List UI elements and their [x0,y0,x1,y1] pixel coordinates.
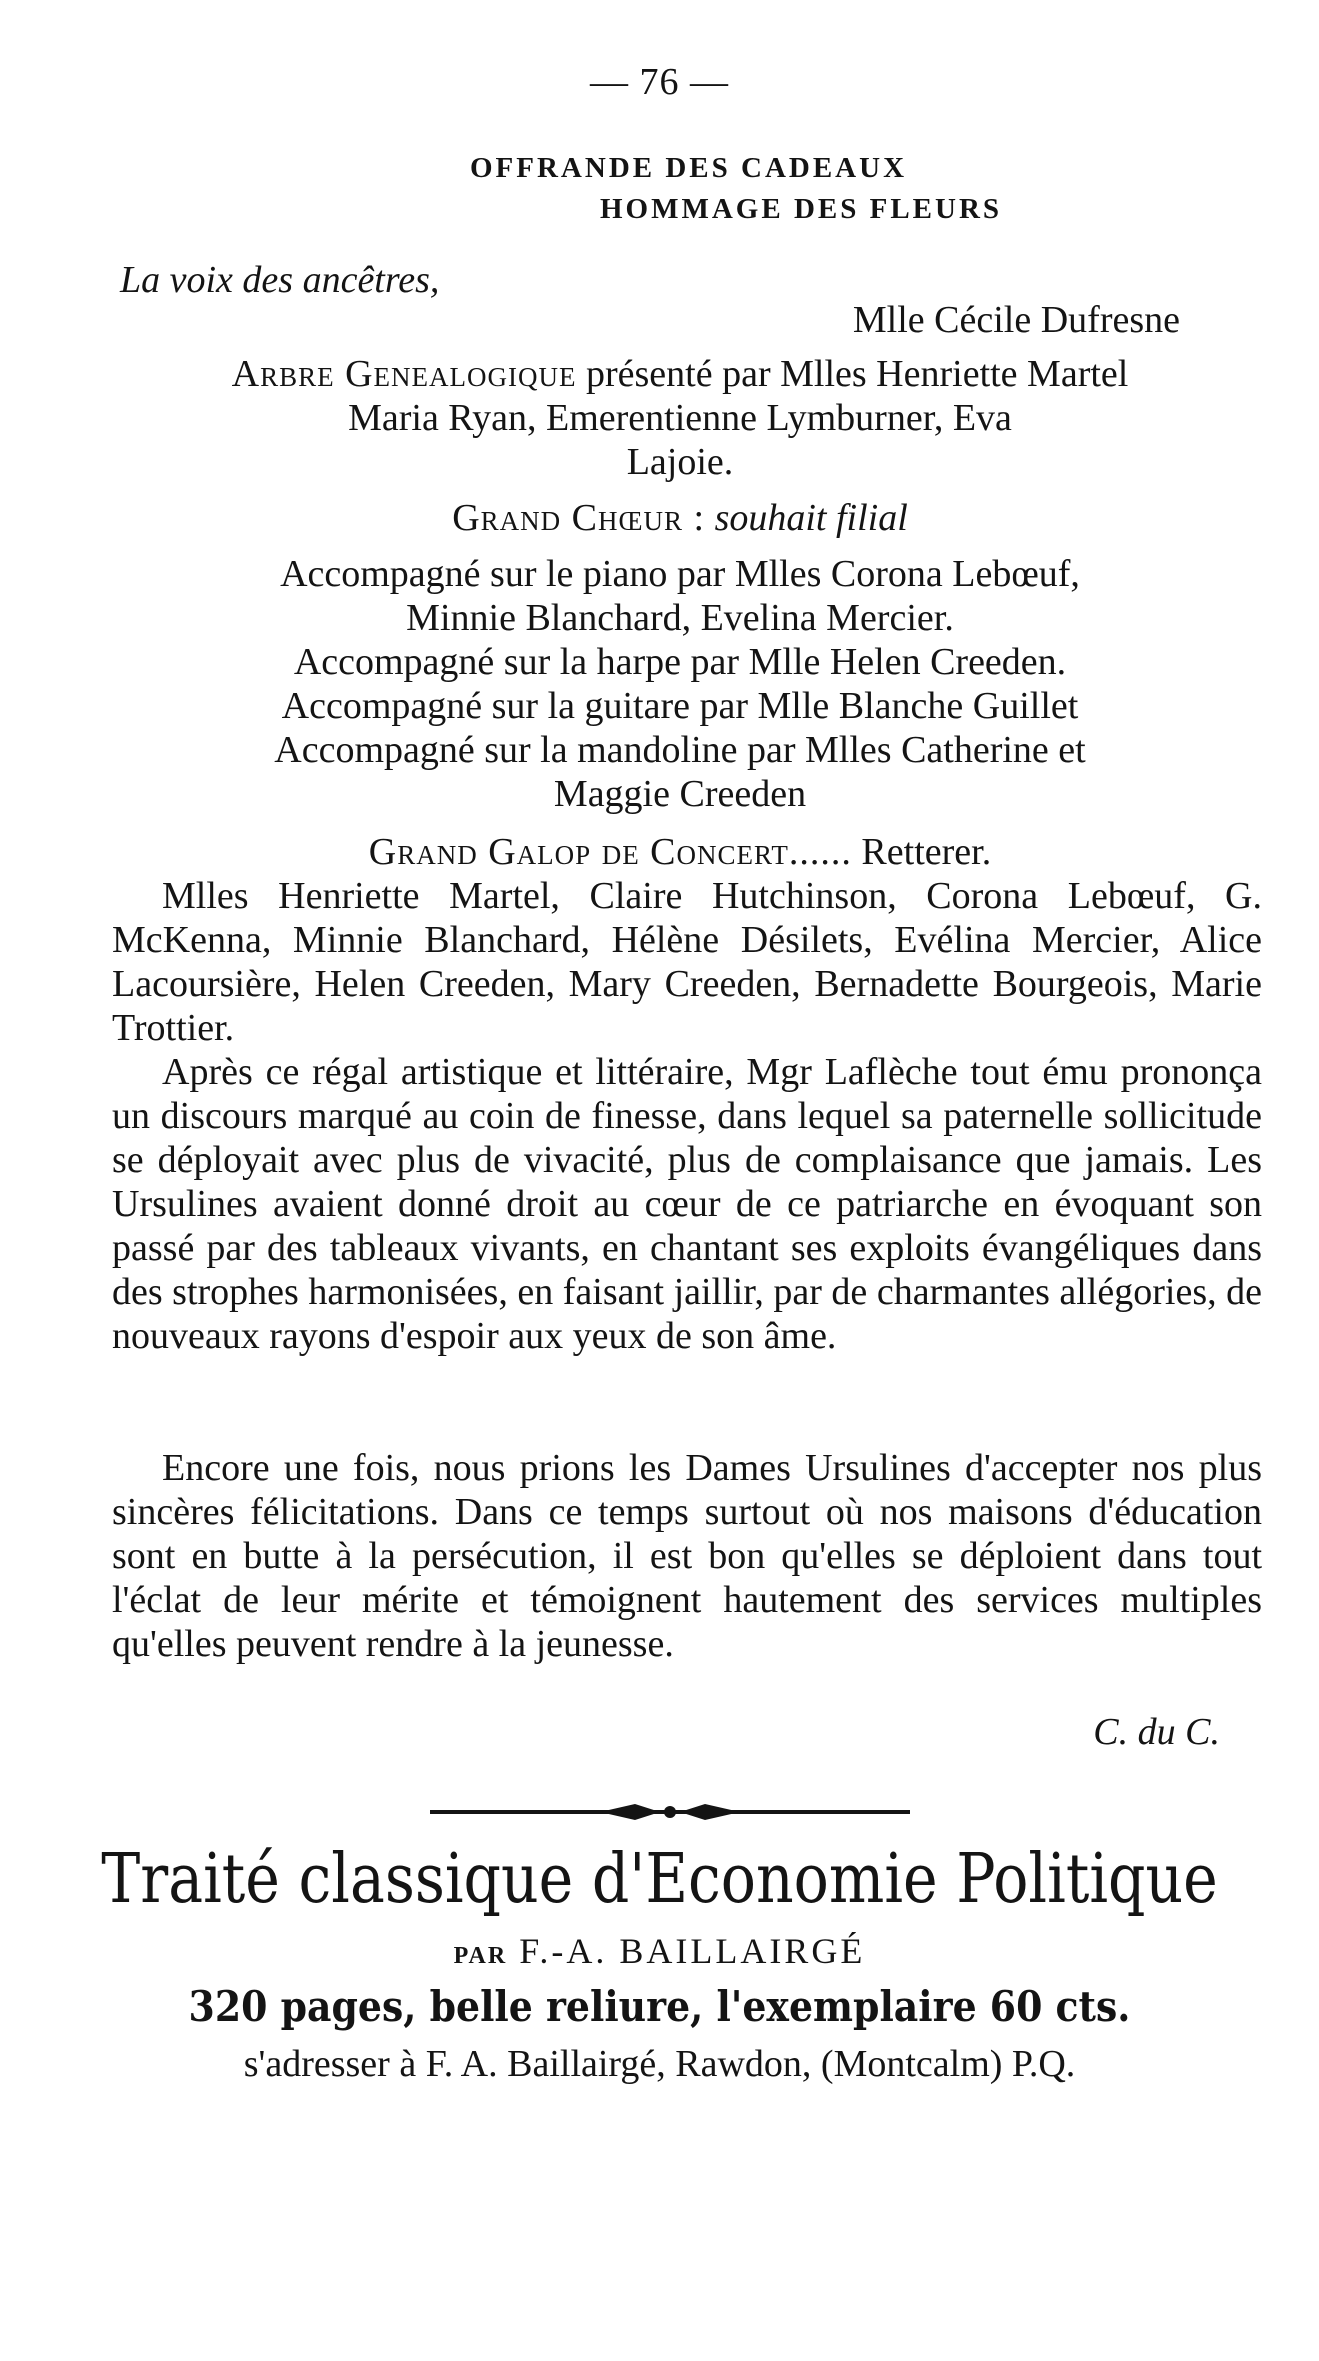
paragraph-1: Après ce régal artistique et littéraire, Mgr Laflèche tout ému prononça un discours marqué au coin de finesse, dans lequel sa paternelle sollicitude se déployait avec plus de vivacité, plus de complaisance que jamais. Les Ursulines avaient donné droit au cœur de ce patriarche en évoquant son passé par des tableaux vivants, en chantant ses exploits évangéliques dans des strophes harmonisées, en faisant jaillir, par de charmantes allégories, de nouveaux rayons d'espoir aux yeux de son âme. [112,1051,1262,1357]
choeur-line [90,496,1270,540]
programme-line-1: OFFRANDE DES CADEAUX [470,152,908,184]
ad-byline [0,1930,1319,1972]
acc-piano-2: Minnie Blanchard, Evelina Mercier. [406,597,954,639]
voix-performer: Mlle Cécile Dufresne [852,299,1180,341]
choeur-label: Grand Chœur : [452,497,706,539]
page-number: — 76 — [590,61,729,103]
acc-harpe: Accompagné sur la harpe par Mlle Helen Creeden. [293,641,1067,683]
arbre-text-1: présenté par Mlles Henriette Martel [586,353,1129,395]
galop-composer: Retterer. [861,831,992,873]
ad-author: F.-A. BAILLAIRGÉ [519,1931,866,1971]
acc-mandoline-1: Accompagné sur la mandoline par Mlles Catherine et [274,729,1086,771]
acc-mandoline-2: Maggie Creeden [553,773,807,815]
ad-by-prefix: PAR [453,1943,508,1969]
acc-guitare: Accompagné sur la guitare par Mlle Blanche Guillet [281,685,1079,727]
ornament-divider [430,1800,910,1824]
programme-heading [470,152,1030,226]
acc-piano-1: Accompagné sur le piano par Mlles Corona Lebœuf, [280,553,1080,595]
choeur-title: souhait filial [714,497,908,539]
voix-performer-line [110,298,1180,342]
galop-performers: Mlles Henriette Martel, Claire Hutchinson, Corona Lebœuf, G. McKenna, Minnie Blanchard, Hélène Désilets, Evélina Mercier, Alice Lacoursière, Helen Creeden, Mary Creeden, Bernadette Bourgeois, Marie Trottier. [112,875,1262,1049]
signature: C. du C. [1093,1711,1220,1753]
galop-line [90,830,1270,874]
galop-label: Grand Galop de Concert...... [368,831,852,873]
voix-title: La voix des ancêtres, [120,259,440,301]
ad-title: Traité classique d'Economie Politique [101,1840,1218,1919]
paragraph-2: Encore une fois, nous prions les Dames Ursulines d'accepter nos plus sincères félicitations. Dans ce temps surtout où nos maisons d'éducation sont en butte à la persécution, il est bon qu'elles se déploient dans tout l'éclat de leur mérite et témoignent hautement des services multiples qu'elles peuvent rendre à la jeunesse. [112,1447,1262,1665]
programme-line-2: HOMMAGE DES FLEURS [600,193,1003,225]
arbre-line-1 [90,352,1270,396]
ad-address: s'adresser à F. A. Baillairgé, Rawdon, (Montcalm) P.Q. [243,2043,1076,2085]
ad-details: 320 pages, belle reliure, l'exemplaire 60 cts. [188,1982,1131,2031]
voix-title-line [120,258,1270,302]
arbre-line-2: Maria Ryan, Emerentienne Lymburner, Eva [348,397,1012,439]
arbre-line-3: Lajoie. [626,441,734,483]
arbre-label: Arbre Genealogique [231,353,577,395]
